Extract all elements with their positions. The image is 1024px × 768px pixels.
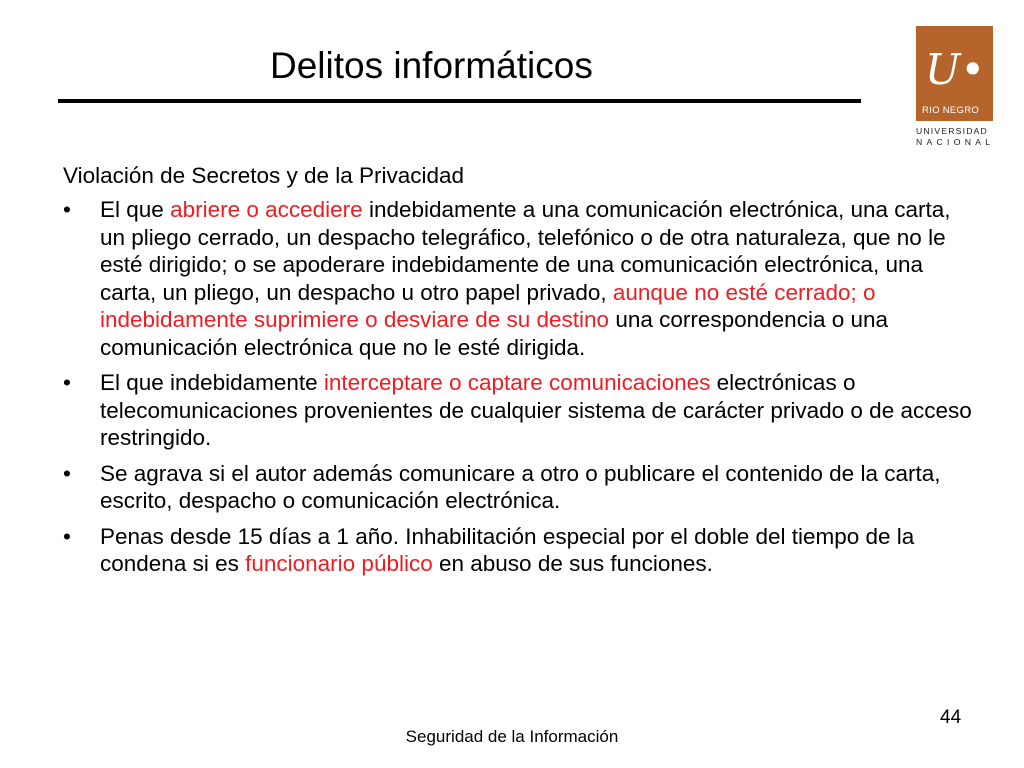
highlighted-text: abriere o accediere xyxy=(170,197,363,222)
page-number: 44 xyxy=(940,707,962,728)
bullet-text: Penas desde 15 días a 1 año. Inhabilitación especial por el doble del tiempo de la condena si es xyxy=(100,523,915,576)
logo-caption-line1: UNIVERSIDAD xyxy=(916,126,988,136)
bullet-icon: • xyxy=(63,460,71,486)
bullet-item xyxy=(63,523,973,578)
university-logo-mark-icon xyxy=(916,26,993,121)
highlighted-text: aunque no esté cerrado; o indebidamente suprimiere o desviare de su destino xyxy=(100,279,876,332)
bullet-text: Se agrava si el autor además comunicare a otro o publicare el contenido de la carta, escrito, despacho o comunicación electrónica. xyxy=(100,460,941,513)
section-subtitle: Violación de Secretos y de la Privacidad xyxy=(63,163,465,188)
slide-title: Delitos informáticos xyxy=(270,45,593,86)
logo-mark: U• xyxy=(925,45,986,94)
bullet-item xyxy=(63,196,973,361)
bullet-text: El que indebidamente xyxy=(100,370,324,395)
bullet-text: indebidamente a una comunicación electrónica, una carta, un pliego cerrado, un despacho telegráfico, telefónico o de otra naturaleza, que no le esté dirigido; o se apoderare indebidamente de una comunicación electrónica, una carta, un pliego, un despacho u otro papel privado, xyxy=(100,197,951,305)
bullet-text: El que xyxy=(100,197,171,222)
bullet-text: electrónicas o telecomunicaciones provenientes de cualquier sistema de carácter privado o de acceso restringido. xyxy=(100,370,972,450)
footer xyxy=(0,727,1024,747)
bullet-text: una correspondencia o una comunicación electrónica que no le esté dirigida. xyxy=(100,307,889,360)
logo-caption xyxy=(916,126,996,148)
bullet-item xyxy=(63,460,973,515)
bullet-icon: • xyxy=(63,197,71,222)
highlighted-text: funcionario público xyxy=(245,551,433,576)
bullet-icon: • xyxy=(63,523,71,549)
footer-text: Seguridad de la Información xyxy=(405,727,619,746)
bullet-item xyxy=(63,369,973,452)
bullet-text: en abuso de sus funciones. xyxy=(432,551,713,576)
bullet-icon: • xyxy=(63,370,71,395)
logo-region: RIO NEGRO xyxy=(922,105,980,116)
slide-body xyxy=(63,162,973,578)
highlighted-text: interceptare o captare comunicaciones xyxy=(323,370,711,395)
bullet-list xyxy=(63,196,973,578)
logo-caption-line2: NACIONAL xyxy=(916,137,995,147)
title-underline xyxy=(58,99,861,103)
university-logo xyxy=(916,26,993,121)
